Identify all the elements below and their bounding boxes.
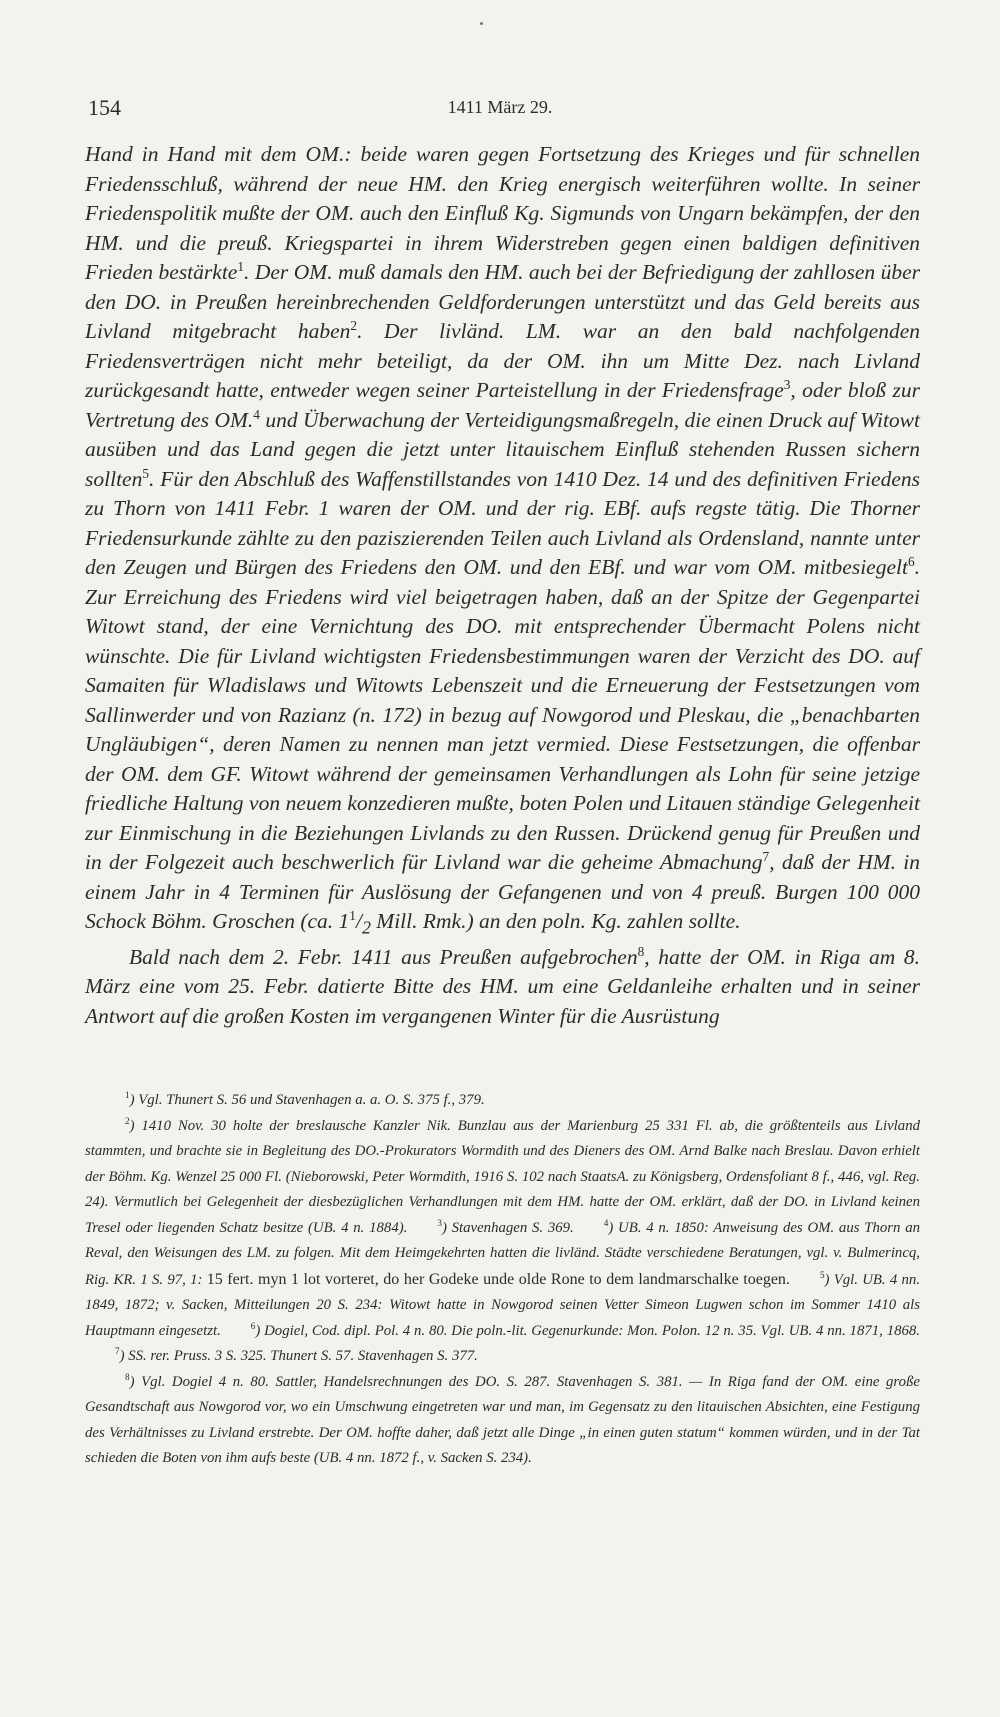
footnote-1: $^1$) Vgl. Thunert S. 56 und Stavenhagen a. a. O. S. 375 f., 379.	[125, 1090, 485, 1108]
footnote-ref: 2	[350, 317, 358, 333]
footnote-quote: 15 fert. myn 1 lot vorteret, do her Godeke unde olde Rone to dem landmarschalke toegen.	[206, 1270, 790, 1288]
footnote-ref: 8	[637, 943, 645, 959]
footnote-4: 4	[603, 1217, 609, 1228]
paragraph-1: Hand in Hand mit dem OM.: beide waren gegen Fortsetzung des Krieges und für schnellen Friedensschluß, während der neue HM. den Krieg energisch weiterführen wollte. In seiner Friedenspolitik mußte der OM. auch den Einfluß Kg. Sigmunds von Ungarn bekämpfen, der den HM. und die preuß. Kriegspartei in ihrem Widerstreben gegen einen baldigen definitiven Frieden bestärkte$^1$. Der OM. muß damals den HM. auch bei der Befriedigung der zahllosen über den DO. in Preußen hereinbrechenden Geldforderungen unterstützt und das Geld bereits aus Livland mitgebracht haben$^2$. Der livländ. LM. war an den bald nachfolgenden Friedensverträgen nicht mehr beteiligt, da der OM. ihn um Mitte Dez. nach Livland zurückgesandt hatte, entweder wegen seiner Parteistellung in der Friedensfrage$^3$, oder bloß zur Vertretung des OM.$^4$ und Überwachung der Verteidigungsmaßregeln, die einen Druck auf Witowt ausüben und das Land gegen die jetzt unter litauischem Einfluß stehenden Russen sichern sollten$^5$. Für den Abschluß des Waffenstillstandes von 1410 Dez. 14 und des definitiven Friedens zu Thorn von 1411 Febr. 1 waren der OM. und der rig. EBf. aufs regste tätig. Die Thorner Friedensurkunde zählte zu den paziszierenden Teilen auch Livland als Ordensland, nannte unter den Zeugen und Bürgen des Friedens den OM. und den EBf. und war vom OM. mitbesiegelt$^6$. Zur Erreichung des Friedens wird viel beigetragen haben, daß an der Spitze der Gegenpartei Witowt stand, der eine Vernichtung des DO. mit entsprechender Übermacht Polens nicht wünschte. Die für Livland wichtigsten Friedensbestimmungen waren der Verzicht des DO. auf Samaiten für Wladislaws und Witowts Lebenszeit und die Erneuerung der Festsetzungen vom Sallinwerder und von Razianz (n. 172) in bezug auf Nowgorod und Pleskau, die „benachbarten Ungläubigen“, deren Namen zu nennen man jetzt vermied. Diese Festsetzungen, die offenbar der OM. dem GF. Witowt während der gemeinsamen Verhandlungen als Lohn für seine jetzige friedliche Haltung von neuem konzedieren mußte, boten Polen und Litauen ständige Gelegenheit zur Einmischung in die Beziehungen Livlands zu den Russen. Drückend genug für Preußen und in der Folgezeit auch beschwerlich für Livland war die geheime Abmachung$^7$, daß der HM. in einem Jahr in 4 Terminen für Auslösung der Gefangenen und von 4 preuß. Burgen 100 000 Schock Böhm. Groschen (ca. $1^1/_2$ Mill. Rmk.) an den poln. Kg. zahlen sollte.	[85, 142, 921, 938]
footnote-8: $^8$) Vgl. Dogiel 4 n. 80. Sattler, Handelsrechnungen des DO. S. 287. Stavenhagen S. 381. — In Riga fand der OM. eine große Gesandtschaft aus Nowgorod vor, wo ein Umschwung eingetreten war und man, im Gegensatz zu den litauischen Absichten, eine Festigung des Verhältnisses zu Livland erstrebte. Der OM. hoffte daher, daß jetzt alle Dinge „in einen guten statum“ kommen würden, und in der Tat schieden die Boten von ihm aufs beste (UB. 4 nn. 1872 f., v. Sacken S. 234).	[85, 1371, 920, 1466]
footnote-ref: 4	[253, 406, 260, 422]
footnote-ref: 1	[237, 258, 245, 274]
fraction-numerator: 1	[349, 907, 356, 923]
fraction-denominator: 2	[361, 917, 371, 938]
footnote-ref: 7	[762, 848, 770, 864]
footnote-2-4: $^2$) 1410 Nov. 30 holte der breslausche Kanzler Nik. Bunzlau aus der Marienburg 25 331 Fl. ab, die größtenteils aus Livland stammten, und brachte sie in Begleitung des DO.-Prokurators Wormdith und des Dieners des OM. Arnd Balke nach Breslau. Davon erhielt der Böhm. Kg. Wenzel 25 000 Fl. (Nieborowski, Peter Wormdith, 1916 S. 102 nach StaatsA. zu Königsberg, Ordensfoliant 8 f., 446, vgl. Reg. 24). Vermutlich bei Gelegenheit der diesbezüglichen Verhandlungen mit dem HM. hatte der OM. erklärt, daß der DO. in Livland keinen Tresel oder liegenden Schatz besitze (UB. 4 n. 1884). $^3$) Stavenhagen S. 369. $^4$) UB. 4 n. 1850: Anweisung des OM. aus Thorn an Reval, den Weisungen des LM. zu folgen. Mit dem Heimgekehrten hatten die livländ. Städte verschiedene Beratungen, vgl. v. Bulmerincq, Rig. KR. 1 S. 97, 1: 15 fert. myn 1 lot vorteret, do her Godeke unde olde Rone to dem landmarschalke toegen. $^5$) Vgl. UB. 4 nn. 1849, 1872; v. Sacken, Mitteilungen 20 S. 234: Witowt hatte in Nowgorod seinen Vetter Simeon Lugwen schon im Sommer 1410 als Hauptmann eingesetzt. $^6$) Dogiel, Cod. dipl. Pol. 4 n. 80. Die poln.-lit. Gegenurkunde: Mon. Polon. 12 n. 35. Vgl. UB. 4 nn. 1871, 1868.$^7$) SS. rer. Pruss. 3 S. 325. Thunert S. 57. Stavenhagen S. 377.	[85, 1115, 921, 1364]
footnote-ref: 5	[142, 465, 150, 481]
footnote-ref: 6	[907, 553, 915, 569]
footnote-3: 3	[437, 1217, 442, 1228]
running-title: 1411 März 29.	[447, 97, 553, 117]
footnote-6: 6	[250, 1320, 256, 1331]
footnote-7: 7	[115, 1346, 120, 1357]
page-header	[85, 95, 915, 125]
main-text	[85, 140, 920, 1031]
footnotes	[85, 1088, 920, 1472]
footnote-5: 5	[819, 1269, 825, 1280]
print-speck	[480, 22, 483, 25]
paragraph-2: Bald nach dem 2. Febr. 1411 aus Preußen aufgebrochen$^8$, hatte der OM. in Riga am 8. März eine vom 25. Febr. datierte Bitte des HM. um eine Geldanleihe erhalten und in seiner Antwort auf die großen Kosten im vergangenen Winter für die Ausrüstung	[85, 943, 920, 1028]
page-number: 154	[88, 95, 121, 120]
footnote-ref: 3	[783, 376, 791, 392]
